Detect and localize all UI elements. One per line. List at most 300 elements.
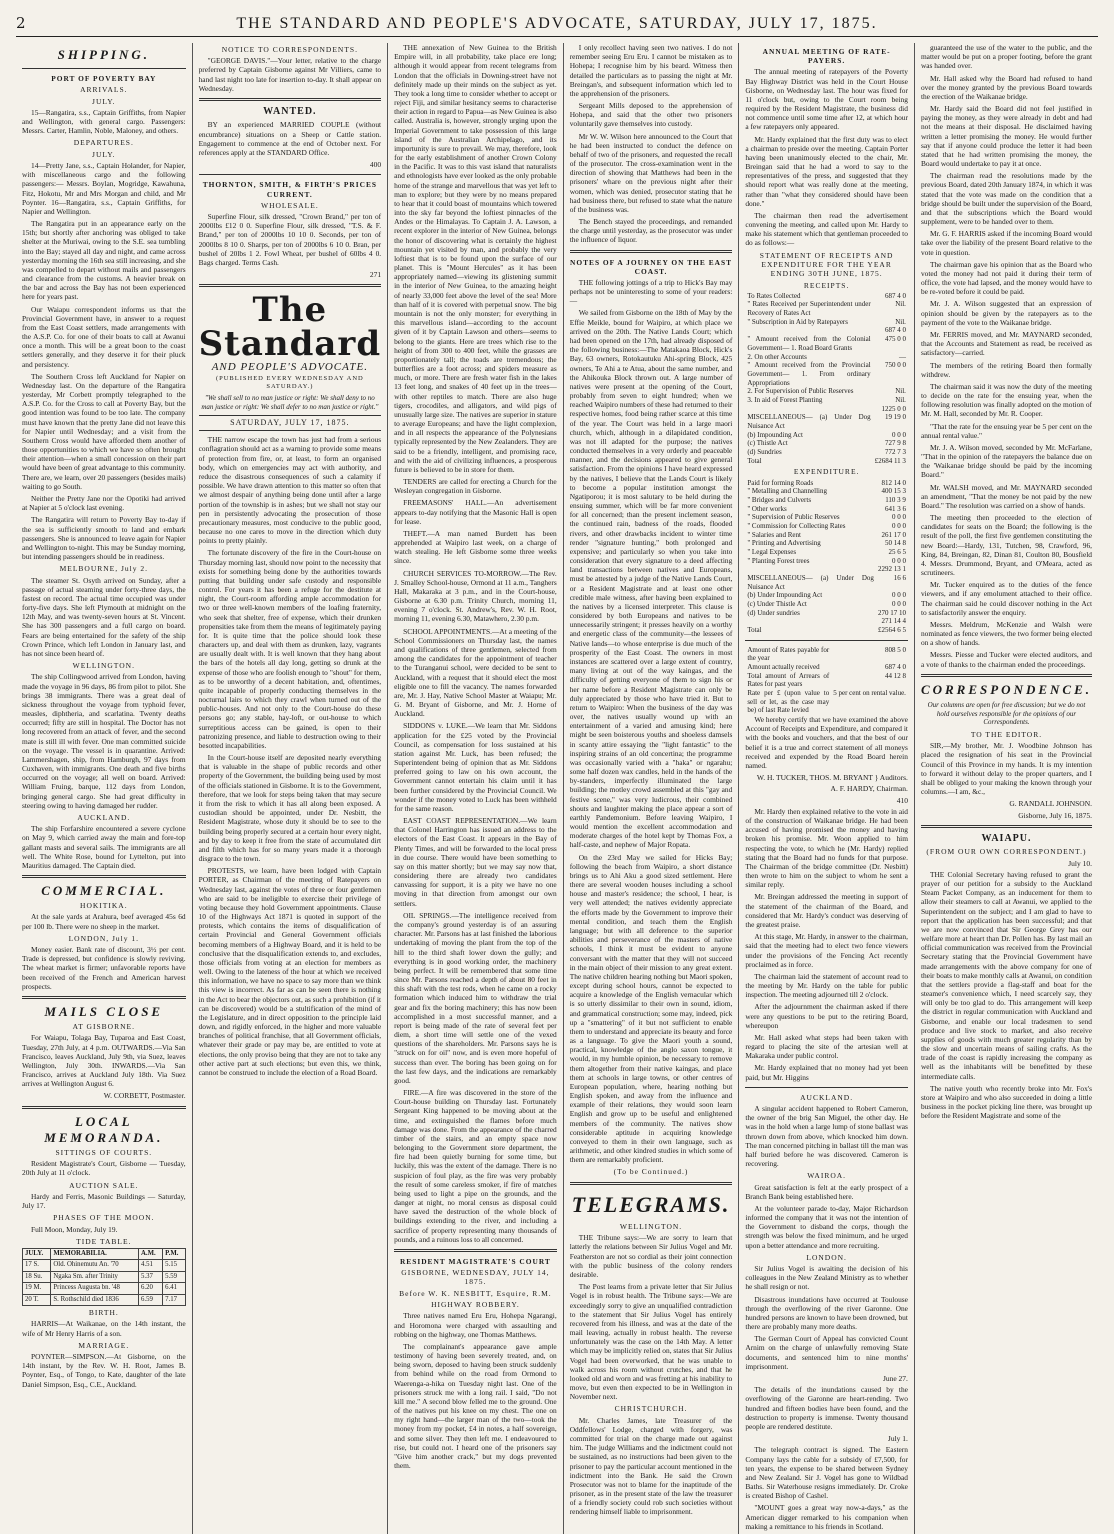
advert-number: 400 xyxy=(369,160,382,170)
account-item: (d) Under sundries xyxy=(747,608,800,617)
table-cell: 7.17 xyxy=(163,1294,185,1305)
moon-text: Full Moon, Monday, July 19. xyxy=(31,1224,118,1234)
court-paragraph: I only recollect having seen two natives. I do not remember seeing Eru Eru. I cannot be mistaken as to Hohepa; I recognise him by his beard. Witness then detailed the particulars as to passing the night at Mr. Breingan's, and subsequent information which led to the apprehension of the prisoners. xyxy=(569,43,733,98)
account-item: (c) Thistle Act xyxy=(747,439,788,448)
expenditure-heading: EXPENDITURE. xyxy=(793,467,860,477)
court-paragraph: Sergeant Mills deposed to the apprehension of Hohepa, and said that the other two prisoners voluntarily gave themselves into custody. xyxy=(569,101,733,129)
mails-subheading: AT GISBORNE. xyxy=(72,1022,135,1032)
account-amount: 0 0 0 xyxy=(891,591,906,600)
table-cell: Ngaka Sm. after Trinity xyxy=(51,1271,139,1282)
account-amount: £2684 11 3 xyxy=(874,456,906,465)
account-item: Total xyxy=(747,456,762,465)
account-amount: 475 0 0 xyxy=(884,335,906,344)
divider xyxy=(22,1106,186,1109)
christchurch-heading: CHRISTCHURCH. xyxy=(614,1404,688,1414)
table-row xyxy=(23,1283,186,1294)
table-cell: 5.37 xyxy=(138,1271,162,1282)
table-row xyxy=(745,300,908,317)
account-item: MISCELLANEOUS— (a) Under Dog Nuisance Act xyxy=(747,573,874,591)
editorial-paragraph: THE annexation of New Guinea to the British Empire will, in all probability, take place ere long; although it would appear from recent telegrams from London that the officials in Downing-street have not definitely made up their minds on the subject as yet. They took a long time to consider whether to accept or reject Fiji, and similar hesitancy seems to characterise their action in regard to Papua—as New Guinea is also called. Australia is, however, strongly urging upon the Imperial Government to take possession of this large island of the Australian Archipelago, and its importunity is sure to prevail. We may, therefore, look for the early establishment of another Crown Colony in the Pacific. It was to this vast island that naturalists and ethnologists have ever looked as the only probable home of the strange and marvellous that was yet left to man to explore; but they were by no means prepared to hear that it could boast of mountains which towered into the sky far beyond the loftiest pinnacles of the Andes or the Himalayas. To Captain J. A. Lawson, a recent explorer in the interior of New Guinea, belongs the honor of discovering what is certainly the highest mountain yet visited by man, and probably the very loftiest that is to be found upon the surface of our planet. This is "Mount Hercules" as it has been appropriately named—viewing its glistening summit in the interior of New Guinea, to the amazing height of nearly 33,000 feet above the level of the sea! More than half of it is covered with perpetual snow. The big mountain is not the only monster; for everything in this marvellous island—according to the account given of it by Captain Lawson and others—seems to belong to the giants. Here are trees which rise to the height of from 300 to 400 feet, while the grasses are proportionately tall; the toads are tremendous; the butterflies are a foot across; and spiders measure as much, or more. There are fresh water fish in the lakes 13 feet long, and snakes of 40 feet up in the trees—with other reptiles to match. There are also huge tigers, crocodiles, and alligators, and wild pigs of unusually large size. The natives are superior in stature to average Europeans; and have the light complexion, and in all respects the appearance of the Polynesians typically represented by the New Zealanders. They are said to be a friendly, intelligent, and promising race, and with the aid of civilizing influences, a prosperous future is believed to be in store for them. xyxy=(394,43,557,474)
meeting-paragraph: Mr. Hardy said the Board did not feel justified in paying the money, as they were already in debt and had not the means at their disposal. He disclaimed having written a letter promising the money. He would further say that if anyone could produce the letter it had been stated that he had written promising the money, the Board would undertake to pay it at once. xyxy=(920,104,1092,169)
account-amount: 5 per cent on rental value. xyxy=(833,688,906,697)
wellington-dateline: WELLINGTON. xyxy=(72,661,135,671)
moon-heading: PHASES OF THE MOON. xyxy=(53,1213,155,1223)
table-row xyxy=(745,663,908,672)
court-paragraph: The complainant's appearance gave ample testimony of having been severely treated, and, on being sworn, deposed to having been struck suddenly from behind while on the road from Ormond to Waerenga-a-hika on Tuesday night last. One of the prisoners struck me with a long rail. I said, "Do not kill me." A second blow felled me to the ground. One of the natives put his knee on my chest. The one on my right hand—the larger man of the two—took the money from my pocket, £4 in notes, a half sovereign, and some silver. They then left me. I endeavoured to rise, but could not. I heard one of the prisoners say "Give him another crack," but my dogs prevented them. xyxy=(394,1341,557,1471)
table-row xyxy=(745,326,908,335)
auditors-signature: W. H. TUCKER, THOS. M. BRYANT } Auditors. xyxy=(756,773,908,783)
table-row xyxy=(745,413,908,430)
account-item: " Subscription in Aid by Ratepayers xyxy=(747,317,848,326)
divider xyxy=(745,640,908,641)
telegram-date: June 27. xyxy=(882,1373,908,1383)
column-3 xyxy=(387,43,563,1534)
column-4 xyxy=(563,43,739,1534)
table-row xyxy=(745,505,908,514)
mails-text: For Waiapu, Tolaga Bay, Tuparoa and East Coast, Tuesday, 27th July, at 4 p.m. OUTWARDS.—Via San Francisco, leaves Auckland, July 9th, via Suez, leaves Wellington, July 30th. INWARDS.—Via San Francisco, arrives at Auckland July 18th. Via Suez arrives at Wellington August 6. xyxy=(22,1033,186,1089)
meeting-paragraph: The chairman then read the advertisement convening the meeting, and called upon Mr. Hardy to make his statement which that gentleman proceeded to do as follows:— xyxy=(745,210,908,248)
account-amount: £2564 6 5 xyxy=(877,625,906,634)
account-item: " Legal Expenses xyxy=(747,547,797,556)
telegram-paragraph: Disastrous inundations have occurred at Toulouse through the overflowing of the river Garonne. One hundred persons are known to have been drowned, but there are probably many more deaths. xyxy=(745,1294,908,1332)
account-amount: 0 0 0 xyxy=(891,599,906,608)
arrivals-heading: ARRIVALS. xyxy=(80,85,128,95)
expenditure-table xyxy=(745,479,908,635)
journey-paragraph: THE following jottings of a trip to Hick's Bay may perhaps not be uninteresting to some of your readers:— xyxy=(569,277,733,306)
account-amount: Nil. xyxy=(895,317,906,326)
account-amount: 808 5 0 xyxy=(884,645,906,654)
telegram-paragraph: The German Court of Appeal has convicted Count Arnim on the charge of unlawfully removing State documents, and sentenced him to nine months' imprisonment. xyxy=(745,1334,908,1371)
meeting-paragraph: Mr. J. A. Wilson moved, seconded by Mr. McFarlane, "That in the opinion of the ratepayers the balance due on the 'Waikanae bridge should be paid by the incoming Board." xyxy=(920,442,1092,480)
account-item: 2. For Supervision of Public Reserves xyxy=(747,387,854,396)
account-item: Total xyxy=(747,625,762,634)
commercial-heading: COMMERCIAL. xyxy=(41,883,167,899)
divider xyxy=(22,996,186,999)
account-item: 2. On other Accounts xyxy=(747,352,807,361)
courts-text: Resident Magistrate's Court, Gisborne — Tuesday, 20th July at 11 o'clock. xyxy=(22,1159,186,1178)
tide-table xyxy=(22,1248,186,1306)
account-amount: 110 3 9 xyxy=(885,495,906,504)
telegrams-heading: TELEGRAMS. xyxy=(571,1191,731,1217)
column-6 xyxy=(914,43,1098,1534)
editorial-paragraph: THE narrow escape the town has just had from a serious conflagration should act as a warning to provide some means of protection from fire, or, at least, to form an organised body, which on emergencies may act with authority, and reduce the disastrous consequences of such a calamity if possible. We have drawn attention to this matter so often that we almost despair of anything being done until after a large portion of the township is in ashes; but we shall not stay our pen in persistently advocating the prosecution of those precautionary measures, most conducive to the public good, because no one cares to move in the direction which duty points to pretty plainly. xyxy=(198,435,382,546)
tide-col-header: JULY. xyxy=(23,1248,51,1259)
letter-paragraph: SIR,—My brother, Mr. J. Woodbine Johnson has placed the resignation of his seat in the Provincial Council of this Province in my hands. It is my intention to forward it without delay to the proper quarters, and I shall be obliged to your making the known through your columns.—I am, &c., xyxy=(920,741,1092,797)
table-row xyxy=(745,591,908,600)
statement-heading: STATEMENT OF RECEIPTS AND EXPENDITURE FOR THE YEAR ENDING 30TH JUNE, 1875. xyxy=(759,250,894,279)
memoranda-heading: LOCAL MEMORANDA. xyxy=(44,1113,164,1145)
table-row xyxy=(745,292,908,301)
meeting-paragraph: At this stage, Mr. Hardy, in answer to the chairman, said that the meeting had to elect two fence viewers under the provisions of the Fencing Act recently proclaimed as in force. xyxy=(745,932,908,969)
account-amount: 16 6 xyxy=(893,573,906,582)
table-cell: 19 M. xyxy=(23,1283,51,1294)
table-cell: Old. Ohinemutu An. '70 xyxy=(51,1260,139,1271)
account-item xyxy=(745,405,872,414)
account-item xyxy=(745,617,876,626)
table-row xyxy=(745,405,908,414)
auction-text: Hardy and Ferris, Masonic Buildings — Saturday, July 17. xyxy=(22,1191,186,1211)
london-heading: LONDON. xyxy=(806,1252,847,1262)
continued-note: (To be Continued.) xyxy=(613,1167,689,1177)
account-item: Amount of Rates payable for the year xyxy=(747,645,830,663)
table-row xyxy=(745,387,908,396)
table-row xyxy=(745,672,908,689)
account-amount: 772 7 3 xyxy=(884,447,906,456)
account-amount: 812 14 0 xyxy=(881,478,906,487)
auckland-text: The ship Forfarshire encountered a severe cyclone on May 9, which carried away the main and fore-top gallant masts and several sails. The immigrants are all well. The White Rose, bound for Lyttelton, put into Mauritius damaged. The Captain died. xyxy=(22,824,186,870)
telegram-paragraph: The details of the inundations caused by the overflowing of the Garonne are heart-rending. Two hundred and fifteen bodies have been found, and the destruction to property is immense. Twenty thousand people are rendered destitute. xyxy=(745,1385,908,1431)
meeting-paragraph: Mr. Hardy explained that no money had yet been paid, but Mr. Higgins xyxy=(745,1063,908,1082)
account-amount: 50 14 8 xyxy=(884,539,906,548)
account-amount: 19 19 0 xyxy=(884,413,906,422)
column-1 xyxy=(16,43,192,1534)
account-item: " Salaries and Rent xyxy=(747,530,801,539)
table-row xyxy=(745,396,908,405)
melbourne-dateline: MELBOURNE, July 2. xyxy=(59,564,149,574)
motto: "We shall sell to no man justice or right: We shall deny to no man justice or right: We shall defer to no man justice or right." xyxy=(201,394,379,411)
account-amount: 750 0 0 xyxy=(884,361,906,370)
table-cell: 6.59 xyxy=(138,1294,162,1305)
account-amount: 0 0 0 xyxy=(891,556,906,565)
to-editor-heading: TO THE EDITOR. xyxy=(970,729,1043,739)
waiapu-heading: WAIAPU. xyxy=(981,832,1032,844)
meeting-paragraph: The chairman read the resolutions made by the previous Board, dated 20th January 1874, in which it was stated that the vote was made on the condition that a bridge should be built under the supervision of the Board, and that the subscriptions which the Board would supplement, were to be handed over to them. xyxy=(920,171,1092,227)
postmaster-signature: W. CORBETT, Postmaster. xyxy=(103,1091,186,1101)
news-item: FREEMASONS' HALL.—An advertisement appears to-day notifying that the Masonic Hall is open for lease. xyxy=(394,498,557,526)
melbourne-text: The steamer St. Osyth arrived on Sunday, after a passage of actual steaming under forty-three days, the fastest on record. The actual time occupied was under forty-five days. She left Plymouth at midnight on the 12th May, and was twenty-seven hours at St. Vincent. She has 300 passengers and a full cargo on board. Fears are being entertained for the safety of the ship Crown Prince, which left London in January last, and has not since been heard of. xyxy=(22,575,186,658)
telegram-paragraph: The Post learns from a private letter that Sir Julius Vogel is in robust health. The Tribune says:—We are exceedingly sorry to give an unqualified contradiction to the statement that Sir Julius Vogel has entirely recovered from his illness, and was at the date of the mail leaving, actually in robust health. The reverse unfortunately was the case on the 14th May. A letter which may be implicitly relied on, states that Sir Julius Vogel had been overworked, that he was unable to walk across his room without crutches, and that he looked old and worn and was fretting at his inability to move, but even then expected to be in Wellington in November next. xyxy=(569,1282,733,1402)
flag-tagline: (PUBLISHED EVERY WEDNESDAY AND SATURDAY.) xyxy=(215,374,364,390)
chairman-signature: A. F. HARDY, Chairman. xyxy=(830,784,908,794)
table-cell: 5.59 xyxy=(163,1271,185,1282)
meeting-paragraph: The members of the retiring Board then formally withdrew. xyxy=(920,360,1092,379)
wellington-heading: WELLINGTON. xyxy=(619,1222,683,1232)
journey-heading: NOTES OF A JOURNEY ON THE EAST COAST. xyxy=(570,257,732,276)
table-row xyxy=(745,448,908,457)
account-amount: 1225 0 0 xyxy=(881,404,906,413)
masthead xyxy=(16,14,1098,37)
waiapu-subheading: (FROM OUR OWN CORRESPONDENT.) xyxy=(926,847,1087,857)
balance-table xyxy=(745,646,908,715)
account-item: " Metalling and Channelling xyxy=(747,487,827,496)
meeting-paragraph: Mr. Breingan addressed the meeting in support of the statement of the chairman of the Board, and considered that Mr. Hardy's conduct was deserving of the greatest praise. xyxy=(745,892,908,929)
account-item: " Amount received from the Provincial Government— 1. From ordinary Appropriations xyxy=(747,361,871,387)
telegram-paragraph: Great satisfaction is felt at the early prospect of a Branch Bank being established here. xyxy=(745,1182,908,1201)
editorial-paragraph: PROTESTS, we learn, have been lodged with Captain PORTER, as Chairman of the meeting of Ratepayers on Wednesday last, against the votes of three or four gentlemen who are said to be ineligible to exercise their privilege of voting because they hold Government appointments. Clause 10 of the Highways Act 1871 is quoted in support of the protests, which contains the items of disqualification of certain Provincial and General Government officials becoming members of a Highway Board, and it is held to be conclusive that the disqualification extends to, and excludes, those officials from voting at an election for members as well. Owing to the lateness of the hour at which we received this information, we have no space to say more than we think this view is incorrect. As far as can be seen there is nothing in the Act to bear the objectors out, as such a prohibition (if it can be discovered) would be a stultification of the mind of the Legislature, and in direct opposition to the principle laid down, and rigidly enforced, in the higher and more valuable branches of political franchise, that all Government officials, whatever their grade or pay may be, are entitled to vote at elections, the only proviso being that they are not to take any other active part at such elections; but even this, we think, cannot be construed to include the election of a Road Board. xyxy=(198,866,382,1077)
rm-court-case: HIGHWAY ROBBERY. xyxy=(431,1300,520,1310)
table-row xyxy=(745,361,908,387)
account-item: " Other works xyxy=(747,504,787,513)
receipts-table xyxy=(745,292,908,465)
divider xyxy=(199,174,382,175)
meeting-paragraph: Mr. G. F. HARRIS asked if the incoming Board would take over the liability of the present Board relative to the vote in question. xyxy=(920,229,1092,257)
departures-text: 14—Pretty Jane, s.s., Captain Holander, for Napier, with miscellaneous cargo and the following passengers:— Messrs. Boylan, Mogridge, Kawahuna, Fitz, Hokotu, Mr and Mrs Morgan and child, and Mr Poynter. 16—Rangatira, s.s., Captain Griffiths, for Napier and Wellington. xyxy=(22,160,186,216)
journey-paragraph: We sailed from Gisborne on the 18th of May by the Effie Meikle, bound for Waipiro, at which place we arrived on the 20th. The Native Lands Court; which had been opened on the 17th, had already disposed of the following business:—The Matakaoa Block, Hick's Bay, 63 owners, Rotokautuku Ahi-spring Block, 425 owners, Te Ahi a te Atua, about the same number, and the Ahikouka Block thrown out. A large number of natives were present at the opening of the Court, probably from seven to eight hundred; when we reached Waipiro numbers of these had returned to their respective homes, food being rather scarce at this time of the year. The Court was held in a large maori church, which, although in a dilapidated condition, was not ill adapted for the purpose; the natives conducted themselves in a very orderly and peaceable manner, and the decisions appeared to give general satisfaction. From the opinions I have heard expressed by the natives, I believe that the Lands Court is likely to become a popular institution amongst the Ngatiporou; it is most salutary to be held during the ensuing summer, which will be far more convenient for all concerned; than the present inclement season, the continued rain, badness of the roads, flooded rivers, and other drawbacks incident to winter time render "signature hunting," both prolonged and expensive; and particularly so when you take into consideration that every signature to a deed affecting land transactions between natives and Europeans, must be attested by a judge of the Native Lands Court, or a Resident Magistrate and at least one other credible male witness, after having been explained to the natives by a licensed interpreter. This clause is considered by both Europeans and natives to be unnecessarily stringent; it presses heavily on a worthy and energetic class of the community—the lessees of Native lands—to whose enterprise is due much of the prosperity of the East Coast. The owners in most instances are scattered over a large extent of country, many living at out of the way kaingas, and the difficulty of getting everyone of them to sign his or her name before a Resident Magistrate can only be duly appreciated by those who have tried it. But to return to Waipiro: When the business of the day was over, the natives usually wound up with an entertainment of a varied and amusing kind; here might be seen boisterous youths and shoeless damsels in scanty attire essaying the "light fantastic" to the inspiring strains of an old concertina; the programme was occasionally varied with a "haka" or ngarahu; some half dozen wax candles, held in the hands of the by-standers, imperfectly illuminated the large building; the motley crowd assembled at this "gay and festive scene," was very ludicrous, their combined shouts and laughter making the place appear a sort of earthly Pandemonium. Before leaving Waipiro, I would mention the excellent accommodation and moderate charges of the hotel kept by Thomas Fox, a half-caste, and nephew of Major Ropata. xyxy=(569,308,733,850)
account-amount: Nil. xyxy=(895,387,906,396)
account-item: To Rates Collected xyxy=(747,291,801,300)
flag-subtitle: AND PEOPLE'S ADVOCATE. xyxy=(211,361,369,374)
advert-number: 410 xyxy=(896,795,908,805)
marriage-heading: MARRIAGE. xyxy=(78,1340,130,1350)
account-amount: 261 17 0 xyxy=(881,530,906,539)
letter-date: Gisborne, July 16, 1875. xyxy=(1018,810,1092,820)
table-row xyxy=(23,1271,186,1282)
news-item: SCHOOL APPOINTMENTS.—At a meeting of the School Commissioners on Thursday last, the names and qualifications of three gentlemen, selected from among the candidates for the appointment of teacher to the Turanganui school, were decided to be sent to Auckland, with a request that it should elect the most eligible one to fill the vacancy. The names forwarded are, Mr. J. Hay, Native School Master at Waiapu; Mr. G. M. Bryant of Gisborne, and Mr. J. Horne of Auckland. xyxy=(394,626,557,719)
news-item: THEFT.—A man named Burdett has been apprehended at Waipiro last week, on a charge of watch stealing. He left Gisborne some three weeks since. xyxy=(394,528,557,566)
account-item: " Amount received from the Colonial Government— 1. Road Board Grants xyxy=(747,335,871,352)
column-2 xyxy=(192,43,388,1534)
waiapu-paragraph: THE Colonial Secretary having refused to grant the prayer of our petition for a subsidy to the Auckland Steam Packet Company, as an inducement for them to allow their steamers to call at Awanui, we applied to the Superintendent on the subject; and I am glad to have to report that the application has been successful; and that we are now convinced that Sir George Grey has our welfare more at heart than Dr. Pollen has. By last mail an official communication was received from the Provincial Secretary stating that the Provincial Government have made arrangements with the above company for one of their boats to make monthly calls at Awanui, on condition that the settlers provide a flag-staff and boat for the steamer's convenience which, I need scarcely say, they will only be too glad to do. This arrangement will keep the district in regular communication with Auckland and Gisborne, and enable our local tradesmen to send produce and live stock to market, and also receive supplies of goods with much greater regularity than by the slow and uncertain means of sailing crafts. As the trade of the coast is rapidly increasing the company as well as the inhabitants will be benefitted by these intermediate calls. xyxy=(920,869,1092,1081)
divider xyxy=(570,250,733,253)
account-amount: 44 12 8 xyxy=(884,671,906,680)
rm-court-before: Before W. K. NESBITT, Esquire, R.M. xyxy=(399,1288,552,1298)
telegram-paragraph: Mr. Charles James, late Treasurer of the Oddfellows' Lodge, charged with forgery, was committed for trial on the charge made out against him. The judge Williams and the indictment could not be sustained, as no instructions had been given to the prisoner to pay the particular account mentioned in the indictment into the Bank. He said the Crown Prosecutor was not to blame for the inaptitude of the prisoner, as in the present state of the law the treasurer of a friendly society could rob such societies without rendering himself liable to imprisonment. xyxy=(569,1415,733,1517)
divider xyxy=(199,98,382,101)
table-row xyxy=(745,617,908,626)
meeting-heading: ANNUAL MEETING OF RATE-PAYERS. xyxy=(762,47,891,66)
account-amount: Nil. xyxy=(895,300,906,309)
divider xyxy=(22,68,186,69)
shipping-paragraph: Our Waiapu correspondent informs us that the Provincial Government have, in answer to a request from the East Coast settlers, made arrangements with the A.S.P. Co. for one of their boats to call at Awanui once a month. This will be a great boon to the coast settlers generally, and they deserve it for their pluck and persistency. xyxy=(22,304,186,369)
divider xyxy=(570,1182,733,1185)
account-item: 3. In aid of Forest Planting xyxy=(747,395,823,404)
account-amount: 0 0 0 xyxy=(891,521,906,530)
meeting-paragraph: Mr. Tucker enquired as to the duties of the fence viewers, and if any emolument attached to their office. The chairman said he could discover nothing in the Act to satisfactorily answer the enquiry. xyxy=(920,580,1092,617)
wanted-heading: WANTED. xyxy=(263,105,317,117)
meeting-paragraph: Messrs. Piesse and Tucker were elected auditors, and a vote of thanks to the chairman ended the proceedings. xyxy=(920,650,1092,669)
telegram-paragraph: Sir Julius Vogel is awaiting the decision of his colleagues in the New Zealand Ministry as to whether he shall resign or not. xyxy=(745,1264,908,1292)
account-item: " Commission for Collecting Rates xyxy=(747,521,846,530)
correspondence-heading: CORRESPONDENCE. xyxy=(920,681,1092,697)
shipping-heading: SHIPPING. xyxy=(57,47,150,62)
meeting-paragraph: The chairman gave his opinion that as the Board who voted the money had not paid it during their term of office, the vote had lapsed, and the money would have to be re-voted before it could be paid. xyxy=(920,259,1092,297)
table-row xyxy=(745,565,908,574)
letter-signature: G. RANDALL JOHNSON. xyxy=(1009,799,1092,809)
table-row xyxy=(745,513,908,522)
auckland-heading: AUCKLAND. xyxy=(800,1092,854,1102)
table-cell: 6.41 xyxy=(163,1283,185,1294)
divider xyxy=(394,1249,557,1252)
waiapu-date: July 10. xyxy=(1068,858,1092,868)
correspondence-disclaimer: Our columns are open for free discussion; but we do not hold ourselves responsible for the opinions of our Correspondents. xyxy=(927,700,1086,727)
table-row xyxy=(745,626,908,635)
courts-heading: SITTINGS OF COURTS. xyxy=(55,1147,153,1157)
table-cell: 4.51 xyxy=(138,1260,162,1271)
departures-month: JULY. xyxy=(92,149,116,159)
newspaper-flag xyxy=(198,290,382,391)
prices-subheading: WHOLESALE. xyxy=(261,200,319,210)
account-amount: 727 9 8 xyxy=(884,439,906,448)
meeting-paragraph: guaranteed the use of the water to the public, and the matter would be put on a proper footing, before the grant was handed over. xyxy=(920,43,1092,71)
table-cell: 6.20 xyxy=(138,1283,162,1294)
account-item: (b) Under Impounding Act xyxy=(747,591,823,600)
account-item: (c) Under Thistle Act xyxy=(747,599,807,608)
tide-table-header xyxy=(23,1248,186,1259)
wairoa-heading: WAIROA. xyxy=(807,1171,847,1181)
editorial-paragraph: The fortunate discovery of the fire in the Court-house on Thursday morning last, should now point to the necessity that exists for something being done by the authorities towards putting that building under safe custody and responsible control. For years it has been a refuge for the destitute at night, the Court-room affording ample accommodation for two or three well-known members of the loafing fraternity, who seek that shelter, free of expense, which their drunken propensities take from them the means of legitimately paying for. It is quite time that the police should look these characters up, and deal with them as drunken, lazy, vagrants are usually dealt with. It is well known that they hang about the bars of the hotels all day long, getting so drunk at the expense of those who are foolish enough to "shout" for them, as to be unworthy of a decent habitation, and, oftentimes, quite incapable of properly conducting themselves in the nocturnal lairs to which they crawl when turned out of the public-houses. And not only to the Court-house do these persons go; any stable, hay-loft, or out-house to which surreptitious access can be gained, is open to their patronizing presence, and liable to destruction owing to their besotted incapabilities. xyxy=(198,548,382,750)
account-item: " Supervision of Public Reserves xyxy=(747,513,840,522)
news-item: OIL SPRINGS.—The intelligence received from the company's ground yesterday is of an assuring character. Mr. Parsons has at last finished the laborious undertaking of moving the plant from the top of the hill to the third shaft lower down the gully; and everything is in good working order, the machinery being perfect. It will be remembered that some time since Mr. Parsons reached a depth of about 80 feet in this shaft with the test rods, when he came on a rocky formation which induced him to withdraw the trial gear and fix the boring machinery; this has now been accomplished in a most successful manner, and a report is being made of the rate of several feet per diem, a short time will settle one of the vexed questions of the shareholders. Mr. Parsons says he is "struck on for oil" now, and is even more hopeful of success than ever. The boring has been going on for the last few days, and the indications are remarkably good. xyxy=(394,910,557,1085)
auckland-dateline: AUCKLAND. xyxy=(77,812,131,822)
table-row xyxy=(745,353,908,362)
account-amount: 271 14 4 xyxy=(881,617,906,626)
shipping-paragraph: Neither the Pretty Jane nor the Opotiki had arrived at Napier at 5 o'clock last evening. xyxy=(22,494,186,513)
divider xyxy=(921,674,1092,677)
prices-text: Superfine Flour, silk dressed, "Crown Brand," per ton of 2000lbs £12 0 0. Superfine Flour, silk dressed, "T.S. & F. Brand," per ton of 2000lbs 10 10 0. Seconds, per ton of 2000lbs 8 10 0. Sharps, per ton of 2000lbs 6 10 0. Bran, per bushel of 20lbs 1 2. Fowl Wheat, per bushel of 60lbs 4 0. Bags charged. Terms Cash. xyxy=(198,212,382,267)
meeting-paragraph: The chairman said it was now the duty of the meeting to decide on the rate for the ensuing year, when the following resolution was finally adopted on the motion of Mr. M. Hall, seconded by Mr. R. Cooper. xyxy=(920,381,1092,419)
table-row xyxy=(745,531,908,540)
editorial-paragraph: In the Court-house itself are deposited nearly everything that is valuable in the shape of public records and other property of the Government, the building being used by most of the officials stationed in Gisborne. It is to the Government, therefore, that we look for steps being taken that may secure it from the risk to which it has all along been exposed. A custodian should be appointed, under Dr. Nesbitt, the Resident Magistrate, whose duty it should be to see to the building being properly secured at a certain hour every night, and by day to keep it free from the state of accumulated dirt and filth which has for so many years made it a thorough disgrace to the town. xyxy=(198,753,382,864)
notice-text: "GEORGE DAVIS."—Your letter, relative to the charge preferred by Captain Gisborne against Mr Villiers, came to hand last night too late for insertion to-day. It shall appear on Wednesday. xyxy=(198,56,382,93)
shipping-paragraph: The Rangatira will return to Poverty Bay to-day if the sea is sufficiently smooth to land and embark passengers. She is announced to leave again for Napier and Wellington to-night. This may be Sunday morning, but intending passengers should be in readiness. xyxy=(22,515,186,562)
meeting-paragraph: The chairman laid the statement of account read to the meeting by Mr. Hardy on the table for public inspection. The meeting adjourned till 2 o'clock. xyxy=(745,971,908,1000)
table-row xyxy=(745,539,908,548)
tide-col-header: MEMORABILIA. xyxy=(51,1248,139,1259)
news-item: CHURCH SERVICES TO-MORROW.—The Rev. J. Smalley School-house, Ormond at 11 a.m., Tanghers Hall, Makaraka at 3 p.m., and in the Court-house, Gisborne at 6.30 p.m. Trinity Church, morning 11, evening 7 o'clock. St. Andrew's, Rev. W. H. Root, morning 11, evening 6.30, Matawhero, 2.30 p.m. xyxy=(394,568,557,624)
table-cell: 5.15 xyxy=(163,1260,185,1271)
port-heading: PORT OF POVERTY BAY xyxy=(51,74,157,84)
meeting-paragraph: Mr. Hardy then explained relative to the vote in aid of the construction of Waikanae bridge. He had been accused of having promised the money and having broken his promise. Mr. Woon applied to him respecting the vote, to which he (Mr. Hardy) replied stating that the Board had no funds for that purpose. The Chairman of the bridge committee (Dr. Nesbitt) then wrote to him on the subject to whom he sent a similar reply. xyxy=(745,806,908,890)
arrivals-text: 15—Rangatira, s.s., Captain Griffiths, from Napier and Wellington, with general cargo. Passengers: Messrs. Carter, Hamlin, Noble, Maloney, and others. xyxy=(22,107,186,136)
account-item: (b) Impounding Act xyxy=(747,430,803,439)
table-row xyxy=(745,557,908,566)
telegram-paragraph: "MOUNT goes a great way now-a-days," as the American digger remarked to his companion when making a remittance to his friends in Scotland. xyxy=(745,1503,908,1531)
court-paragraph: Mr W. W. Wilson here announced to the Court that he had been instructed to conduct the defence on behalf of two of the prisoners, and requested the recall of the prosecutor. The cross-examination went in the direction of showing that Matthews had been in the prisoners' whare on the previous night after their women, which was denied, prosecutor stating that he had business there, but refused to state what the nature of the business was. xyxy=(569,131,733,214)
wellington-text: The ship Collingwood arrived from London, having made the voyage in 96 days, 86 from pilot to pilot. She brings 38 immigrants. There was a great deal of sickness throughout the voyage from typhoid fever, measles, diphtheria, and scarlatina. Twenty deaths occurred; fifty are still in hospital. The Doctor has not long recovered from an attack of fever, and the second mate is still ill with fever. One man committed suicide on the voyage. The vessel is in quarantine. Arrived: Lammershagen, ship, from Hamburgh, 97 days from Cuxhaven, with immigrants. One death and five births occurred on the voyage; all well on board. Arrived: William Fruing, barque, 112 days from London, bringing general cargo. She had great difficulty in steering owing to having damaged her rudder. xyxy=(22,672,186,810)
account-amount: 687 4 0 xyxy=(884,326,906,335)
rm-court-subheading: GISBORNE, WEDNESDAY, JULY 14, 1875. xyxy=(401,1268,550,1287)
table-cell: 17 S. xyxy=(23,1260,51,1271)
table-row xyxy=(745,689,908,715)
account-amount: 0 0 0 xyxy=(891,430,906,439)
columns xyxy=(16,43,1098,1531)
table-row xyxy=(745,600,908,609)
account-amount: 687 4 0 xyxy=(884,662,906,671)
table-row xyxy=(745,457,908,466)
receipts-heading: RECEIPTS. xyxy=(803,280,850,290)
table-row xyxy=(745,574,908,591)
tide-col-header: P.M. xyxy=(163,1248,185,1259)
arrivals-month: JULY. xyxy=(92,96,116,106)
account-amount: 25 6 5 xyxy=(888,547,906,556)
meeting-paragraph: Mr. Hall asked what steps had been taken with regard to placing the site of the artesian well at Makaraka under public control. xyxy=(745,1032,908,1061)
account-item: (d) Sundries xyxy=(747,447,782,456)
issue-dateline: SATURDAY, JULY 17, 1875. xyxy=(199,415,382,431)
account-item: " Rates Received per Superintendent under Recovery of Rates Act xyxy=(747,300,871,318)
account-amount: 641 3 6 xyxy=(884,504,906,513)
account-amount: 0 0 0 xyxy=(891,513,906,522)
table-row xyxy=(745,487,908,496)
account-amount: 400 15 3 xyxy=(881,487,906,496)
meeting-paragraph: Mr. FERRIS moved, and Mr. MAYNARD seconded, that the Accounts and Statement as read, be received as satisfactory—carried. xyxy=(920,329,1092,358)
meeting-paragraph: Messrs. Meldrum, McKenzie and Walsh were nominated as fence viewers, the two former being elected on a show of hands. xyxy=(920,619,1092,648)
table-cell: S. Rothschild died 1836 xyxy=(51,1294,139,1305)
shipping-paragraph: The Southern Cross left Auckland for Napier on Wednesday last. On the departure of the Rangatira yesterday, Mr Corbett promptly telegraphed to the A.S.P. Co. for the Cross to call at Poverty Bay, but the good intention was found to be too late. The company must have known that the pretty Jane did not leave this for Napier until Wednesday; and a visit from the Southern Cross would have afforded them another of those opportunities to which we have so often brought their attention—when a small concession on their part would have been of great advantage to this community. There are, we learn, over 20 passengers (besides mails) waiting to go South. xyxy=(22,371,186,491)
meeting-paragraph: Mr. Hardy explained that the first duty was to elect a chairman to preside over the meeting. Captain Porter having been unanimously elected to the chair, Mr. Breingan said that he had a word to say to the representatives of the press, and suggested that they should report what was really done at the meeting, rather than "what they considered should have been done." xyxy=(745,134,908,208)
journey-paragraph: On the 23rd May we sailed for Hicks Bay; following the beach from Waipiro, a short distance brings us to Ahi Aku a good sized settlement. Here there are several wooden houses including a school house and master's residence; the school, I hear, is very well attended; the natives evidently appreciate the efforts made by the Government to improve their mental condition, and teach them the English language; but with all deference to the superior abilities and perseverance of the masters of native schools, I think it must be evident to anyone conversant with the matter that they will not succeed in the main object of their mission to any great extent. The native children hearing nothing but Maori spoken, except during school hours, cannot be expected to acquire a knowledge of the English vernacular which is so utterly dissimilar to their own in sound, idiom, and grammatical construction; some may, indeed, pick up a "smattering" of it but not sufficient to enable them to understand and appreciate its beauty and force as a language. To give the Maori youth a sound, practical, knowledge of the anglo saxon tongue, it would, in my humble opinion, be necessary to remove them altogether from their native kaingas, and place them at schools in large towns, or other centres of European population, where, hearing nothing but English spoken, and away from the influence and example of their relations, they would soon learn English and grow up to be useful and enlightened members of the community. The natives show considerable aptitude in acquiring knowledge conveyed to them in their own language, such as arithmetic, and other kindred studies in which some of them are remarkably proficient. xyxy=(569,852,733,1165)
table-row xyxy=(23,1294,186,1305)
news-item: TENDERS are called for erecting a Church for the Wesleyan congregation in Gisborne. xyxy=(394,477,557,496)
account-item: MISCELLANEOUS— (a) Under Dog Nuisance Act xyxy=(747,413,871,430)
london-dateline: LONDON, July 1. xyxy=(68,933,140,943)
table-row xyxy=(745,609,908,618)
account-amount: 687 4 0 xyxy=(884,291,906,300)
page-number: 2 xyxy=(16,14,26,32)
meeting-paragraph: The annual meeting of ratepayers of the Poverty Bay Highway District was held in the Court House Gisborne, on Wednesday last. The hour was fixed for 11 o'clock but, owing to the Court room being required by the Resident Magistrate, the business did not commence until some time after 12, at which hour a few ratepayers only appeared. xyxy=(745,67,908,132)
table-row xyxy=(745,522,908,531)
court-paragraph: Three natives named Eru Eru, Hohepa Ngarangi, and Horomona were charged with assaulting and robbing on the highway, one Thomas Matthews. xyxy=(394,1311,557,1339)
tide-col-header: A.M. xyxy=(138,1248,162,1259)
table-row xyxy=(745,479,908,488)
account-item: Paid for forming Roads xyxy=(747,478,814,487)
account-item: " Planting Forest trees xyxy=(747,556,810,565)
account-amount: 270 17 10 xyxy=(877,608,906,617)
table-row xyxy=(745,318,908,327)
marriage-text: POYNTER—SIMPSON.—At Gisborne, on the 14th instant, by the Rev. W. H. Root, James B. Poynter, Esq., of Tongo, to Kate, daughter of the late Daniel Simpson, Esq., C.E., Auckland. xyxy=(22,1352,186,1389)
table-row xyxy=(745,646,908,663)
shipping-paragraph: The Rangatira put in an appearance early on the 15th; but shortly after anchoring was obliged to take shelter at the Muriwai, owing to the S.E. sea tumbling into the Bay; stayed all day and night, and came across yesterday morning the 16th sea still increasing, and she was compelled to depart without mails and passengers and clearance from the customs. A heavier break on the bar and across the Bay has not been experienced here for years past. xyxy=(22,219,186,302)
telegram-paragraph: A singular accident happened to Robert Cameron, the owner of the brig San Miguel, the other day. He was in the hold when a large lump of stone ballast was thrown down from above, which knocked him down. The man concerned pitching in ballast till the man was half buried before he was discovered. Cameron is recovering. xyxy=(745,1104,908,1169)
table-row xyxy=(745,496,908,505)
table-cell: Princess Augusta bn. '48 xyxy=(51,1283,139,1294)
table-cell: 18 Su. xyxy=(23,1271,51,1282)
birth-text: HARRIS—At Waikanae, on the 14th instant, the wife of Mr Henry Harris of a son. xyxy=(22,1319,186,1338)
telegram-paragraph: The telegraph contract is signed. The Eastern Company lays the cable for a subsidy of £7,500, for ten years, the expense to be shared between Sydney and New Zealand. Sir J. Vogel has gone to Wildbad Baths. Sir Waterhouse resigns immediately. Dr. Croke is created Bishop of Cashel. xyxy=(745,1445,908,1501)
table-cell: 20 T. xyxy=(23,1294,51,1305)
account-amount: — xyxy=(898,352,906,361)
birth-heading: BIRTH. xyxy=(88,1308,119,1318)
divider xyxy=(22,875,186,878)
waiapu-paragraph: The native youth who recently broke into Mr. Fox's store at Waipiro and who also succeeded in doing a little business in the pocket picking line there, was brought up before the Resident Magistrate and some of the xyxy=(920,1083,1092,1121)
mails-heading: MAILS CLOSE xyxy=(44,1003,164,1019)
telegram-paragraph: THE Tribune says:—We are sorry to learn that latterly the relations between Sir Julius Vogel and Mr. Featherston are not so cordial as their joint connection with the public business of the colony renders desirable. xyxy=(569,1233,733,1279)
news-item: SIDDONS v. LUKE.—We learn that Mr. Siddons application for the £25 voted by the Provincial Council, as compensation for loss sustained at his station against Mr. Luck, has been refused; the Superintendent being of opinion that as Mr. Siddons preferred going to law on his own account, the Government cannot entertain his claim until it has been further considered by the Provincial Council. We wonder if the money voted to Luck has been withheld for the same reason. xyxy=(394,721,557,813)
prices-heading: THORNTON, SMITH, & FIRTH'S PRICES CURRENT. xyxy=(202,180,377,199)
flag-title: The Standard xyxy=(198,290,382,365)
account-item: " Printing and Advertising xyxy=(747,539,821,548)
column-5 xyxy=(738,43,914,1534)
table-row xyxy=(745,431,908,440)
meeting-paragraph: Mr. J. A. Wilson suggested that an expression of opinion should be given by the ratepayers as to the payment of the vote to the Waikanae bridge. xyxy=(920,299,1092,327)
tide-heading: TIDE TABLE. xyxy=(76,1236,132,1246)
account-item xyxy=(745,326,872,335)
news-item: EAST COAST REPRESENTATION.—We learn that Colonel Harrington has issued an address to the electors of the East Coast. It appears in the Bay of Plenty Times, and will be forwarded to the local press in due course. There would have been something to say on this matter shortly; but we may say now that, considering there are already two candidates canvassing for support, it is a pity we have no one moving in that direction from amongst our own settlers. xyxy=(394,816,557,908)
notice-heading: NOTICE TO CORRESPONDENTS. xyxy=(221,45,358,54)
meeting-paragraph: Mr. Hall asked why the Board had refused to hand over the money granted by the previous Board towards the erection of the Waikanae bridge. xyxy=(920,73,1092,101)
account-item: Total amount of Arrears of Rates for past years xyxy=(747,671,830,689)
news-item: FIRE.—A fire was discovered in the store of the Court-house building on Thursday last. Fortunately Sergeant King happened to be moving about at the time, and extinguished the flames before much damage was done. From the appearance of the charred timber of the stairs, and an empty space now belonging to the Government store department, the fire had been quietly burning for some time, but luckily, this was the extent of the damage. There is no suspicion of foul play, as the fire was very probably the result of some careless smoker, if fire of matches being used to light a pipe on the grounds, and the danger at night, no moral census as disposal could have saved the destruction of the whole block of buildings extending to the river, and including a sacrifice of property representing many thousands of pounds, and a ruinous loss to all concerned. xyxy=(394,1088,557,1244)
table-row xyxy=(745,548,908,557)
account-amount: Nil. xyxy=(895,395,906,404)
divider xyxy=(745,1087,908,1088)
meeting-paragraph: The meeting then proceeded to the election of candidates for seats on the Board; the following is the result of the poll, the first five gentlemen constituting the new Board:—Hardy, 131, Tutchen, 98, Crawford, 96, King, 84, Breingan, 82, Dinan 81, Coulton 80, Bousfield 4. Messrs. Drummond, Bryant, and O'Meara, acted as scrutineers. xyxy=(920,513,1092,578)
rm-court-heading: RESIDENT MAGISTRATE'S COURT xyxy=(399,1257,551,1266)
auction-heading: AUCTION SALE. xyxy=(69,1180,139,1190)
divider xyxy=(199,284,382,287)
account-item xyxy=(745,565,876,574)
table-row xyxy=(745,439,908,448)
meeting-paragraph: "That the rate for the ensuing year be 5 per cent on the annual rental value." xyxy=(920,421,1092,440)
divider xyxy=(921,825,1092,828)
wanted-text: BY an experienced MARRIED COUPLE (without encumbrance) situations on a Sheep or Cattle station. Engagement to commence at the end of October next. For references apply at the STANDARD Office. xyxy=(198,120,382,157)
newspaper-title: THE STANDARD AND PEOPLE'S ADVOCATE, SATURDAY, JULY 17, 1875. xyxy=(236,15,878,32)
meeting-paragraph: After the adjournment the chairman asked if there were any questions to be put to the retiring Board, whereupon xyxy=(745,1002,908,1030)
london-text: Money easier. Bank rate of discount, 3½ per cent. Trade is depressed, but confidence is slowly reviving. The wheat market is firmer; unfavorable reports have been received of the French and American harvest prospects. xyxy=(22,945,186,991)
hokitika-text: At the sale yards at Arahura, beef averaged 45s 6d per 100 lb. There were no sheep in the market. xyxy=(22,912,186,931)
table-row xyxy=(23,1260,186,1271)
departures-heading: DEPARTURES. xyxy=(73,138,134,148)
advert-number: 271 xyxy=(369,270,382,280)
